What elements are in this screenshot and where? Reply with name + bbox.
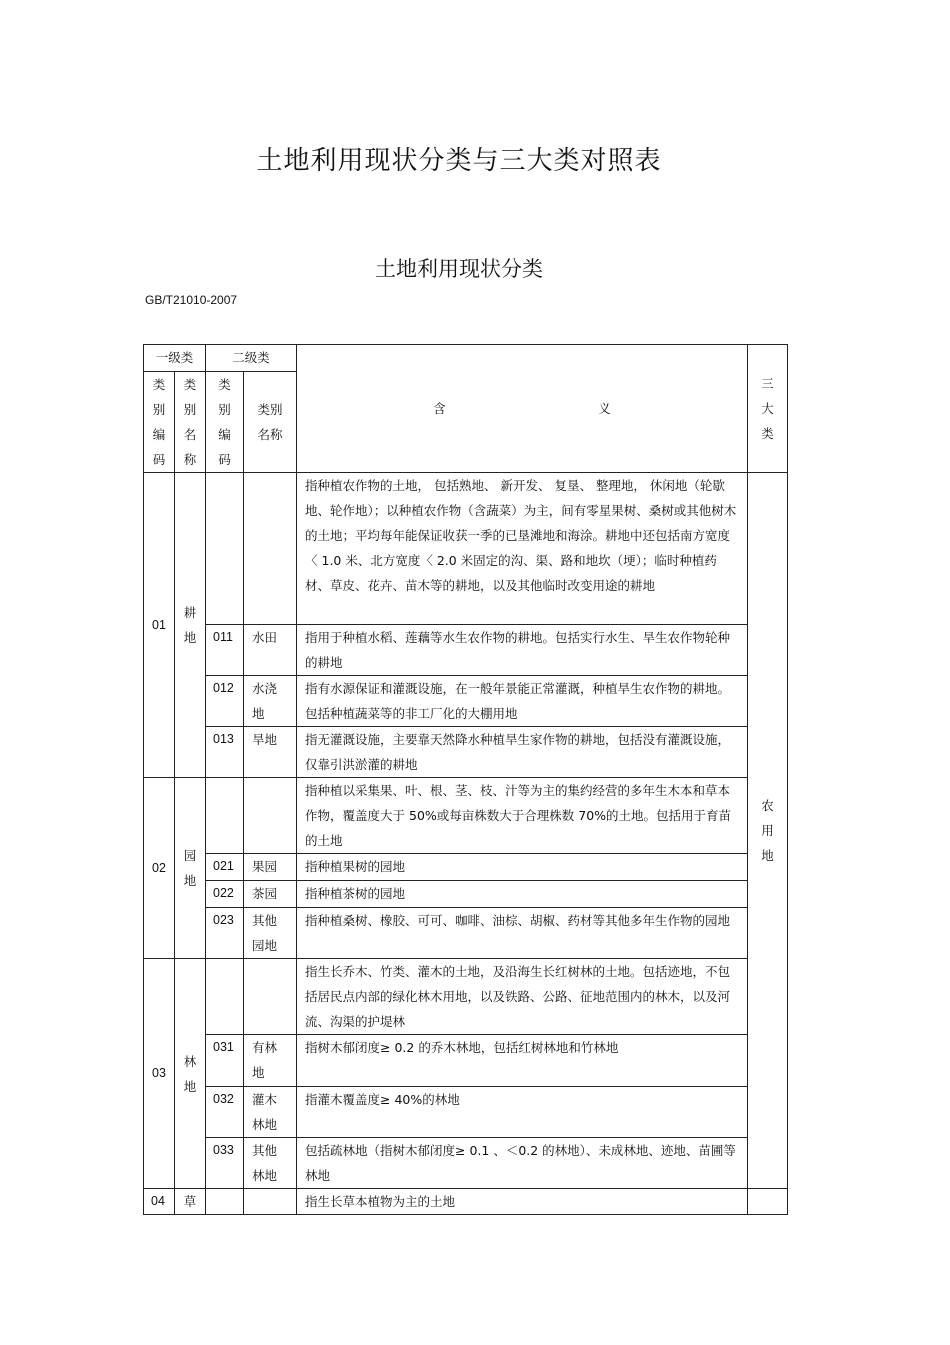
row-04-code: 04: [144, 1189, 175, 1215]
row-03-code: 03: [144, 959, 175, 1189]
row-02-name: 园地: [175, 778, 206, 959]
row-013-desc: 指无灌溉设施，主要靠天然降水种植旱生家作物的耕地，包括没有灌溉设施，仅靠引洪淤灌的耕地: [297, 727, 748, 778]
row-02-code: 02: [144, 778, 175, 959]
row-011-desc: 指用于种植水稻、莲藕等水生农作物的耕地。包括实行水生、旱生农作物轮种的耕地: [297, 625, 748, 676]
row-032-name: 灌木林地: [244, 1087, 297, 1138]
header-name-2: 类别名称: [244, 372, 297, 473]
document-subtitle: 土地利用现状分类: [375, 257, 543, 281]
row-013-code: 013: [206, 727, 244, 778]
row-013-name: 旱地: [244, 727, 297, 778]
row-012-desc: 指有水源保证和灌溉设施，在一般年景能正常灌溉，种植旱生农作物的耕地。包括种植蔬菜等的非工厂化的大棚用地: [297, 676, 748, 727]
row-012-name: 水浇地: [244, 676, 297, 727]
header-level2: 二级类: [206, 345, 297, 372]
row-033-code: 033: [206, 1138, 244, 1189]
row-011-name: 水田: [244, 625, 297, 676]
row-022-code: 022: [206, 881, 244, 908]
row-033-name: 其他林地: [244, 1138, 297, 1189]
row-021-name: 果园: [244, 854, 297, 881]
header-code: 类别编码: [144, 372, 175, 473]
row-03-desc: 指生长乔木、竹类、灌木的土地，及沿海生长红树林的土地。包括迹地，不包括居民点内部的绿化林木用地，以及铁路、公路、征地范围内的林木，以及河流、沟渠的护堤林: [297, 959, 748, 1035]
row-031-name: 有林地: [244, 1035, 297, 1087]
row-033-desc: 包括疏林地（指树木郁闭度≥ 0.1 、＜0.2 的林地）、未成林地、迹地、苗圃等林地: [297, 1138, 748, 1189]
row-01-desc: 指种植农作物的土地， 包括熟地、 新开发、 复垦、 整理地， 休闲地（轮歇地、轮作地）；以种植农作物（含蔬菜）为主，间有零星果树、桑树或其他树木的土地；平均每年能保证收获一季的已垦滩地和海涂。耕地中还包括南方宽度〈 1.0 米、北方宽度〈 2.0 米固定的沟、渠、路和地坎（埂）；临时种植药材、草皮、花卉、苗木等的耕地，以及其他临时改变用途的耕地: [297, 473, 748, 625]
row-031-code: 031: [206, 1035, 244, 1087]
row-031-desc: 指树木郁闭度≥ 0.2 的乔木林地，包括红树林地和竹林地: [297, 1035, 748, 1087]
header-three-class: 三大类: [748, 345, 788, 473]
land-use-table: [143, 344, 788, 1215]
header-meaning: 含 义: [297, 345, 748, 473]
row-022-desc: 指种植茶树的园地: [297, 881, 748, 908]
document-title: 土地利用现状分类与三大类对照表: [256, 146, 662, 176]
row-023-name: 其他园地: [244, 908, 297, 959]
row-021-code: 021: [206, 854, 244, 881]
row-032-desc: 指灌木覆盖度≥ 40%的林地: [297, 1087, 748, 1138]
row-01-code: 01: [144, 473, 175, 778]
header-name: 类别名称: [175, 372, 206, 473]
standard-code: GB/T21010-2007: [145, 293, 238, 307]
row-03-name: 林地: [175, 959, 206, 1189]
row-04-name: 草: [175, 1189, 206, 1215]
row-021-desc: 指种植果树的园地: [297, 854, 748, 881]
three-class-cell: 农用地: [748, 473, 788, 1189]
row-032-code: 032: [206, 1087, 244, 1138]
row-02-desc: 指种植以采集果、叶、根、茎、枝、汁等为主的集约经营的多年生木本和草本作物，覆盖度大于 50%或每亩株数大于合理株数 70%的土地。包括用于育苗的土地: [297, 778, 748, 854]
row-011-code: 011: [206, 625, 244, 676]
header-level1: 一级类: [144, 345, 206, 372]
row-023-desc: 指种植桑树、橡胶、可可、咖啡、油棕、胡椒、药材等其他多年生作物的园地: [297, 908, 748, 959]
row-01-name: 耕地: [175, 473, 206, 778]
row-022-name: 茶园: [244, 881, 297, 908]
row-04-desc: 指生长草本植物为主的土地: [297, 1189, 748, 1215]
row-023-code: 023: [206, 908, 244, 959]
header-code-2: 类别编码: [206, 372, 244, 473]
row-012-code: 012: [206, 676, 244, 727]
